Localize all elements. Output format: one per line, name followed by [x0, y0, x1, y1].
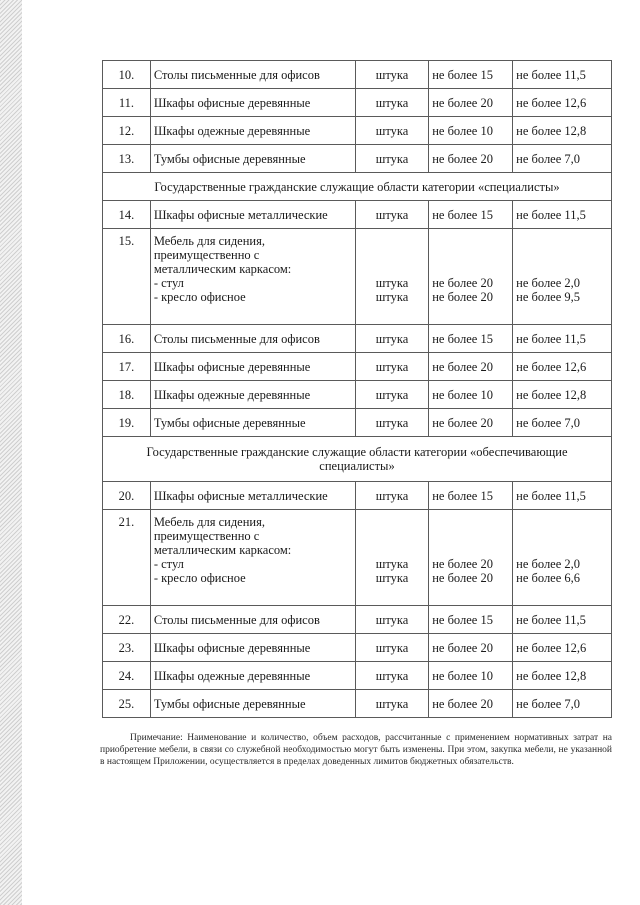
blank-line: [516, 248, 608, 262]
item-name: Столы письменные для офисов: [150, 606, 355, 634]
table-row: [103, 606, 612, 634]
quantity-cell: не более 15: [429, 61, 513, 89]
quantity-cell: не более 10: [429, 117, 513, 145]
table-row: [103, 201, 612, 229]
category-header-row: [103, 173, 612, 201]
row-number: 24.: [103, 662, 151, 690]
blank-line: [359, 248, 425, 262]
unit-cell: [355, 229, 428, 325]
row-number: 18.: [103, 381, 151, 409]
cost-cell: [513, 510, 612, 606]
unit-cell: штука: [355, 662, 428, 690]
cost-cell: не более 7,0: [513, 145, 612, 173]
row-number: 12.: [103, 117, 151, 145]
blank-line: [432, 248, 509, 262]
row-number: 15.: [103, 229, 151, 325]
row-number: 10.: [103, 61, 151, 89]
blank-line: [516, 529, 608, 543]
cost-cell: не более 7,0: [513, 409, 612, 437]
quantity-cell: [429, 229, 513, 325]
unit-cell-line: штука: [375, 276, 409, 290]
item-name: Тумбы офисные деревянные: [150, 690, 355, 718]
item-name-line: - стул: [153, 557, 184, 571]
unit-cell: штука: [355, 381, 428, 409]
blank-line: [432, 234, 509, 248]
cost-cell: не более 11,5: [513, 61, 612, 89]
item-name-line: - кресло офисное: [153, 290, 246, 304]
table-row: [103, 409, 612, 437]
table-row: [103, 145, 612, 173]
quantity-cell: не более 20: [429, 145, 513, 173]
scan-edge: [0, 0, 22, 905]
unit-cell: [355, 510, 428, 606]
quantity-cell-line: не более 20: [432, 276, 493, 290]
quantity-cell: [429, 510, 513, 606]
blank-line: [359, 262, 425, 276]
category-header: Государственные гражданские служащие области категории «специалисты»: [103, 173, 612, 201]
blank-line: [432, 543, 509, 557]
row-number: 13.: [103, 145, 151, 173]
blank-line: [359, 543, 425, 557]
item-name: Шкафы одежные деревянные: [150, 662, 355, 690]
unit-cell: штука: [355, 482, 428, 510]
cost-cell: не более 12,6: [513, 353, 612, 381]
table-row: [103, 61, 612, 89]
item-name: [150, 229, 355, 325]
cost-cell: [513, 229, 612, 325]
quantity-cell: не более 10: [429, 381, 513, 409]
footnote: Примечание: Наименование и количество, объем расходов, рассчитанные с применением нормативных затрат на приобретение мебели, в связи со служебной необходимостью могут быть изменены. При этом, закупка мебели, не указанной в настоящем Приложении, осуществляется в пределах доведенных лимитов бюджетных обязательств.: [100, 732, 612, 767]
unit-cell: штука: [355, 634, 428, 662]
blank-line: [432, 529, 509, 543]
blank-line: [516, 234, 608, 248]
blank-line: [432, 262, 509, 276]
cost-cell: не более 11,5: [513, 201, 612, 229]
quantity-cell: не более 20: [429, 634, 513, 662]
item-name: Тумбы офисные деревянные: [150, 409, 355, 437]
row-number: 17.: [103, 353, 151, 381]
item-name-line: преимущественно с: [153, 529, 260, 543]
table-row: [103, 381, 612, 409]
item-name: Шкафы офисные металлические: [150, 201, 355, 229]
category-header-row: [103, 437, 612, 482]
unit-cell: штука: [355, 325, 428, 353]
row-number: 14.: [103, 201, 151, 229]
table-row: [103, 482, 612, 510]
item-name: Шкафы офисные деревянные: [150, 89, 355, 117]
table-row: [103, 89, 612, 117]
cost-cell: не более 12,6: [513, 634, 612, 662]
quantity-cell-line: не более 20: [432, 557, 493, 571]
cost-cell-line: не более 6,6: [516, 571, 581, 585]
table-row: [103, 634, 612, 662]
unit-cell: штука: [355, 145, 428, 173]
item-name: [150, 510, 355, 606]
row-number: 16.: [103, 325, 151, 353]
row-number: 11.: [103, 89, 151, 117]
cost-cell: не более 12,6: [513, 89, 612, 117]
blank-line: [516, 515, 608, 529]
cost-cell: не более 11,5: [513, 482, 612, 510]
cost-cell-line: не более 2,0: [516, 557, 581, 571]
item-name-line: - кресло офисное: [153, 571, 246, 585]
item-name-line: Мебель для сидения,: [153, 515, 265, 529]
item-name: Шкафы офисные металлические: [150, 482, 355, 510]
quantity-cell: не более 10: [429, 662, 513, 690]
item-name: Шкафы одежные деревянные: [150, 381, 355, 409]
unit-cell: штука: [355, 117, 428, 145]
unit-cell: штука: [355, 606, 428, 634]
category-header: Государственные гражданские служащие области категории «обеспечивающие специалисты»: [103, 437, 612, 482]
quantity-cell: не более 15: [429, 201, 513, 229]
item-name: Шкафы одежные деревянные: [150, 117, 355, 145]
table-body: [103, 61, 612, 718]
quantity-cell: не более 20: [429, 353, 513, 381]
table-row: [103, 117, 612, 145]
item-name: Столы письменные для офисов: [150, 61, 355, 89]
table-row: [103, 229, 612, 325]
item-name-line: Мебель для сидения,: [153, 234, 265, 248]
quantity-cell: не более 20: [429, 690, 513, 718]
cost-cell: не более 7,0: [513, 690, 612, 718]
blank-line: [516, 543, 608, 557]
quantity-cell-line: не более 20: [432, 290, 493, 304]
blank-line: [516, 262, 608, 276]
quantity-cell: не более 20: [429, 89, 513, 117]
row-number: 21.: [103, 510, 151, 606]
quantity-cell: не более 15: [429, 325, 513, 353]
blank-line: [359, 234, 425, 248]
item-name-line: металлическим каркасом:: [153, 262, 292, 276]
item-name: Шкафы офисные деревянные: [150, 634, 355, 662]
blank-line: [359, 515, 425, 529]
unit-cell: штука: [355, 353, 428, 381]
unit-cell: штука: [355, 690, 428, 718]
unit-cell-line: штука: [375, 571, 409, 585]
quantity-cell: не более 20: [429, 409, 513, 437]
table-row: [103, 690, 612, 718]
unit-cell: штука: [355, 61, 428, 89]
unit-cell: штука: [355, 89, 428, 117]
row-number: 23.: [103, 634, 151, 662]
row-number: 20.: [103, 482, 151, 510]
item-name-line: преимущественно с: [153, 248, 260, 262]
cost-cell-line: не более 9,5: [516, 290, 581, 304]
quantity-cell: не более 15: [429, 606, 513, 634]
row-number: 19.: [103, 409, 151, 437]
quantity-cell-line: не более 20: [432, 571, 493, 585]
row-number: 22.: [103, 606, 151, 634]
item-name-line: металлическим каркасом:: [153, 543, 292, 557]
blank-line: [432, 515, 509, 529]
table-row: [103, 510, 612, 606]
furniture-norms-table: [102, 60, 612, 718]
item-name: Шкафы офисные деревянные: [150, 353, 355, 381]
unit-cell: штука: [355, 409, 428, 437]
table-row: [103, 325, 612, 353]
cost-cell: не более 12,8: [513, 117, 612, 145]
item-name-line: - стул: [153, 276, 184, 290]
unit-cell: штука: [355, 201, 428, 229]
row-number: 25.: [103, 690, 151, 718]
table-row: [103, 662, 612, 690]
unit-cell-line: штука: [375, 290, 409, 304]
cost-cell: не более 12,8: [513, 662, 612, 690]
table-row: [103, 353, 612, 381]
cost-cell: не более 11,5: [513, 606, 612, 634]
unit-cell-line: штука: [375, 557, 409, 571]
item-name: Столы письменные для офисов: [150, 325, 355, 353]
cost-cell-line: не более 2,0: [516, 276, 581, 290]
cost-cell: не более 12,8: [513, 381, 612, 409]
blank-line: [359, 529, 425, 543]
quantity-cell: не более 15: [429, 482, 513, 510]
cost-cell: не более 11,5: [513, 325, 612, 353]
item-name: Тумбы офисные деревянные: [150, 145, 355, 173]
